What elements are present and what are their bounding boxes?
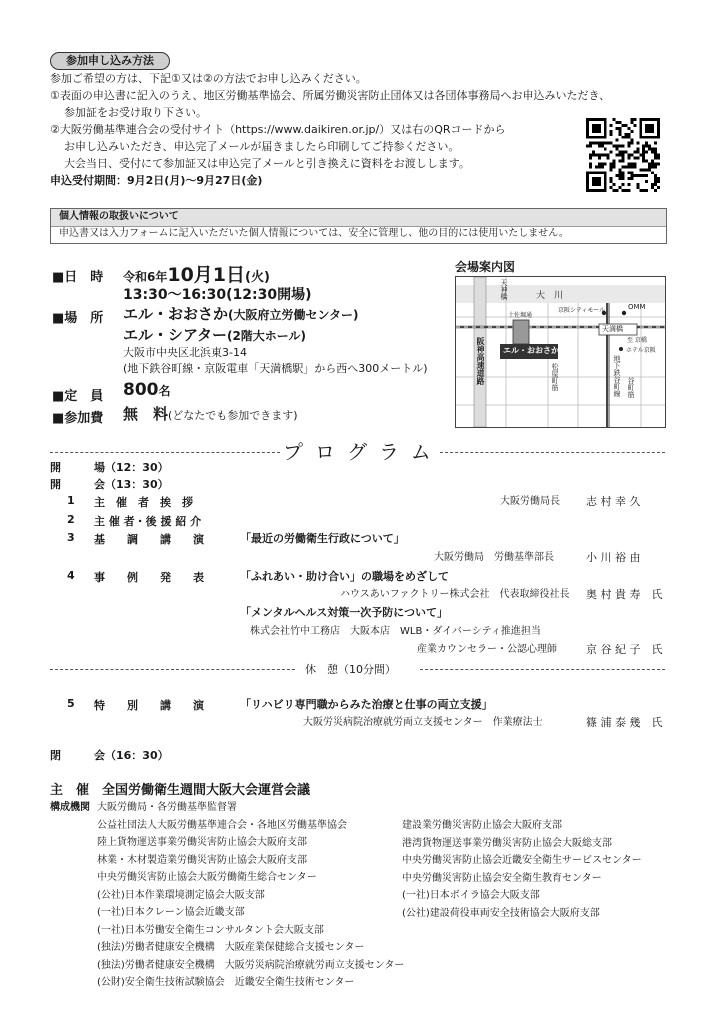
item-1-person: 志 村 幸 久 [586,495,641,508]
item-5-label: 特 別 講 演 [94,699,204,712]
item-5-topic: 「リハビリ専門職からみた治療と仕事の両立支援」 [240,698,493,711]
member-org: 中央労働災害防止協会安全衛生教育センター [402,872,602,884]
map-venue-label: エル・おおさか [503,346,559,355]
map-label-highway: 阪神高速道路 [476,337,485,385]
member-org: 中央労働災害防止協会近畿安全衛生サービスセンター [402,855,642,866]
event-time: 13:30〜16:30(12:30開場) [123,287,312,303]
item-1-number: 1 [67,494,75,507]
program-title: プログラム [283,440,443,464]
program-open: 開 場（12：30） [50,461,169,474]
map-title: 会場案内図 [455,260,516,274]
item-3-org: 大阪労働局 労働基準部長 [434,552,554,563]
map-label-metro: 地下鉄谷町線 [613,355,621,397]
item-3-person: 小 川 裕 由 [586,551,641,564]
capacity-label: ■定 員 [52,389,104,404]
map-label-keihan-mall: 京阪シティモール [558,307,606,314]
item-4-org: ハウスあいファクトリー株式会社 代表取締役社長 [340,589,570,600]
venue-map[interactable] [455,276,666,428]
apply-line-1: 参加ご希望の方は、下記①又は②の方法でお申し込みください。 [50,72,367,85]
member-org: (独法)労働者健康安全機構 大阪産業保健総合支援センター [97,942,365,953]
apply-heading-badge: 参加申し込み方法 [50,52,170,70]
venue-2: エル・シアター(2階大ホール) [123,326,307,344]
item-5-person: 篠 浦 泰 幾 氏 [586,716,663,729]
item-4-org-2b: 産業カウンセラー・公認心理師 [417,644,557,655]
break-row [50,662,665,676]
map-label-omm: OMM [628,303,646,311]
member-org: 大阪労働局・各労働基準監督署 [97,802,237,813]
item-2-number: 2 [67,513,75,526]
item-3-number: 3 [67,531,75,544]
privacy-box [50,208,667,244]
venue-address: 大阪市中央区北浜東3-14 [123,346,247,359]
member-org: 公益社団法人大阪労働基準連合会・各地区労働基準協会 [97,819,347,831]
item-3-topic: 「最近の労働衛生行政について」 [240,532,405,545]
member-org: 陸上貨物運送事業労働災害防止協会大阪府支部 [97,837,307,848]
item-1-label: 主 催 者 挨 拶 [94,496,193,509]
map-label-tosabori: 土佐堀通 [508,312,533,319]
member-org: (公社)建設荷役車両安全技術協会大阪府支部 [402,907,600,919]
member-org: 港湾貨物運送事業労働災害防止協会大阪総支部 [402,837,612,849]
member-org: (一社)日本労働安全衛生コンサルタント会大阪支部 [97,924,324,936]
host-label: 主 催 [50,783,90,798]
member-org: 建設業労働災害防止協会大阪府支部 [402,820,562,831]
break-label: 休 憩（10分間） [305,663,396,676]
member-org: (公社)日本作業環境測定協会大阪支部 [97,889,265,901]
privacy-title: 個人情報の取扱いについて [59,211,179,222]
apply-line-6: 大会当日、受付にて参加証又は申込完了メールと引き換えに資料をお渡しします。 [64,157,470,170]
member-org: (一社)日本クレーン協会近畿支部 [97,907,245,918]
member-org: (公財)安全衛生技術試験協会 近畿安全衛生技術センター [97,977,355,988]
item-2-label: 主 催 者・後 援 紹 介 [94,515,202,528]
apply-line-4: ②大阪労働基準連合会の受付サイト（https://www.daikiren.or.jp/）又は右のQRコードから [50,123,506,136]
apply-line-5: お申し込みいただき、申込完了メールが届きましたら印刷してご持参ください。 [64,140,460,153]
privacy-text: 申込書又は入力フォームに記入いただいた個人情報については、安全に管理し、他の目的には使用いたしません。 [59,228,569,239]
item-4-topic: 「ふれあい・助け合い」の職場をめざして [240,570,449,583]
venue-1: エル・おおさか(大阪府立労働センター) [123,305,359,323]
program-close: 閉 会（16：30） [50,749,169,762]
venue-access: (地下鉄谷町線・京阪電車「天満橋駅」から西へ300メートル) [123,362,428,375]
event-date: 令和6年10月1日(火) [123,264,270,286]
qr-code[interactable] [586,118,660,192]
apply-period: 申込受付期間：9月2日(月)〜9月27日(金) [50,174,263,187]
item-3-label: 基 調 講 演 [94,533,204,546]
item-5-org: 大阪労災病院治療就労両立支援センター 作業療法士 [303,717,543,728]
members-label: 構成機関 [50,802,90,813]
map-label-tenmabashi: 天満橋 [602,325,623,333]
map-label-kyobashi: 至 京橋 [627,337,647,344]
map-label-river: 大 川 [536,291,564,301]
item-4-person: 奥 村 貴 寿 氏 [586,588,663,601]
item-4-org-2a: 株式会社竹中工務店 大阪本店 WLB・ダイバーシティ推進担当 [250,626,541,637]
member-org: 林業・木材製造業労働災害防止協会大阪府支部 [97,854,307,866]
item-5-number: 5 [67,697,75,710]
member-org: (一社)日本ボイラ協会大阪支部 [402,890,540,901]
place-label: ■場 所 [52,311,104,326]
item-4-label: 事 例 発 表 [94,571,204,584]
program-divider-right [440,452,665,454]
map-label-matsuyamachi: 松屋町筋 [551,363,559,391]
map-label-hotel: ホテル京阪 [626,347,656,354]
apply-line-2: ①表面の申込書に記入のうえ、地区労働基準協会、所属労働災害防止団体又は各団体事務局へお申込みいただき、 [50,89,611,102]
item-4-number: 4 [67,569,75,582]
item-1-org: 大阪労働局長 [500,496,560,507]
program-start: 開 会（13：30） [50,478,169,491]
fee-label: ■参加費 [52,411,104,426]
item-4-topic-2: 「メンタルヘルス対策一次予防について」 [240,606,449,619]
date-label: ■日 時 [52,270,104,285]
member-org: (独法)労働者健康安全機構 大阪労災病院治療就労両立支援センター [97,959,405,971]
map-label-bridge: 天神橋 [500,279,508,300]
item-4-person-2: 京 谷 紀 子 氏 [586,643,663,656]
capacity-value: 800名 [123,380,171,400]
apply-line-3: 参加証をお受け取り下さい。 [64,106,207,119]
program-divider-left [50,452,280,454]
fee-value: 無 料(どなたでも参加できます) [123,405,298,423]
member-org: 中央労働災害防止協会大阪労働衛生総合センター [97,872,317,883]
map-label-tanimachi: 谷町筋 [627,377,635,398]
host-name: 全国労働衛生週間大阪大会運営会議 [102,783,311,798]
